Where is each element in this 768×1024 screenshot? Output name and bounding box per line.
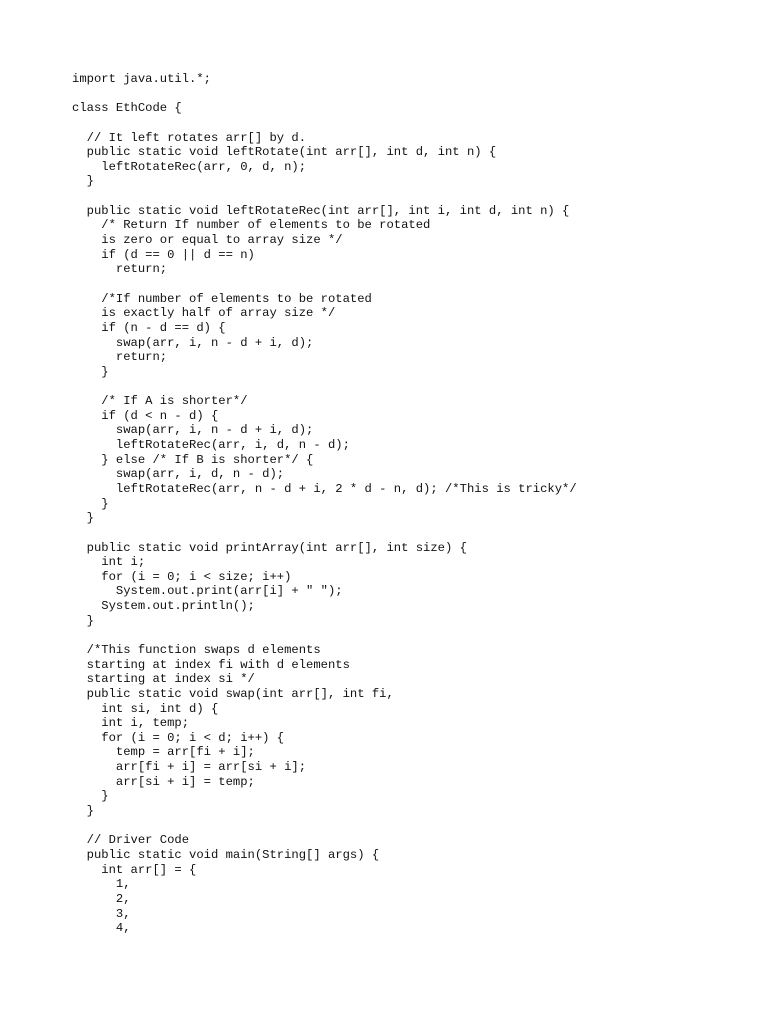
code-line: swap(arr, i, n - d + i, d); [72, 423, 314, 438]
code-line: if (d < n - d) { [72, 408, 219, 423]
code-line: is exactly half of array size */ [72, 306, 336, 321]
code-line: leftRotateRec(arr, i, d, n - d); [72, 438, 350, 453]
code-line: System.out.println(); [72, 599, 255, 614]
code-line: public static void swap(int arr[], int fi, [72, 686, 394, 701]
code-line: /*This function swaps d elements [72, 642, 321, 657]
code-line: 2, [72, 891, 131, 906]
code-line: // Driver Code [72, 833, 190, 848]
code-line: return; [72, 262, 168, 277]
code-line: temp = arr[fi + i]; [72, 745, 255, 760]
code-line: } [72, 613, 94, 628]
code-line [72, 277, 577, 292]
code-line [72, 526, 577, 541]
code-line: arr[si + i] = temp; [72, 774, 255, 789]
code-line: return; [72, 350, 168, 365]
code-line: 1, [72, 877, 131, 892]
code-line: class EthCode { [72, 101, 182, 116]
code-line [72, 628, 577, 643]
code-line: } [72, 496, 109, 511]
code-line: if (n - d == d) { [72, 320, 226, 335]
code-line: public static void leftRotateRec(int arr[], int i, int d, int n) { [72, 203, 570, 218]
code-line: int i, temp; [72, 716, 190, 731]
code-line [72, 87, 577, 102]
code-line: for (i = 0; i < d; i++) { [72, 730, 285, 745]
code-line: /* Return If number of elements to be rotated [72, 218, 431, 233]
code-line: import java.util.*; [72, 72, 211, 86]
code-line: if (d == 0 || d == n) [72, 247, 255, 262]
code-line: } else /* If B is shorter*/ { [72, 452, 314, 467]
code-line [72, 819, 577, 834]
code-line: public static void printArray(int arr[], int size) { [72, 540, 467, 555]
code-line: for (i = 0; i < size; i++) [72, 569, 292, 584]
code-line: starting at index fi with d elements [72, 657, 350, 672]
code-line: } [72, 174, 94, 189]
code-line [72, 379, 577, 394]
code-line: is zero or equal to array size */ [72, 233, 343, 248]
code-line: /* If A is shorter*/ [72, 394, 248, 409]
code-line: arr[fi + i] = arr[si + i]; [72, 760, 307, 775]
code-line: } [72, 511, 94, 526]
code-line: public static void leftRotate(int arr[], int d, int n) { [72, 145, 497, 160]
code-block [72, 72, 577, 936]
code-line: // It left rotates arr[] by d. [72, 130, 307, 145]
code-line: int si, int d) { [72, 701, 219, 716]
code-line: /*If number of elements to be rotated [72, 291, 372, 306]
code-line: public static void main(String[] args) { [72, 847, 380, 862]
code-line: } [72, 364, 109, 379]
code-line [72, 189, 577, 204]
code-line: 4, [72, 921, 131, 936]
code-line: 3, [72, 906, 131, 921]
code-line: int arr[] = { [72, 862, 197, 877]
code-line: swap(arr, i, d, n - d); [72, 467, 285, 482]
code-line: leftRotateRec(arr, 0, d, n); [72, 159, 307, 174]
code-line: int i; [72, 555, 146, 570]
code-line: } [72, 789, 109, 804]
code-line: } [72, 804, 94, 819]
code-line: swap(arr, i, n - d + i, d); [72, 335, 314, 350]
code-line: leftRotateRec(arr, n - d + i, 2 * d - n, d); /*This is tricky*/ [72, 481, 577, 496]
code-line: starting at index si */ [72, 672, 255, 687]
code-line: System.out.print(arr[i] + " "); [72, 584, 343, 599]
code-line [72, 116, 577, 131]
